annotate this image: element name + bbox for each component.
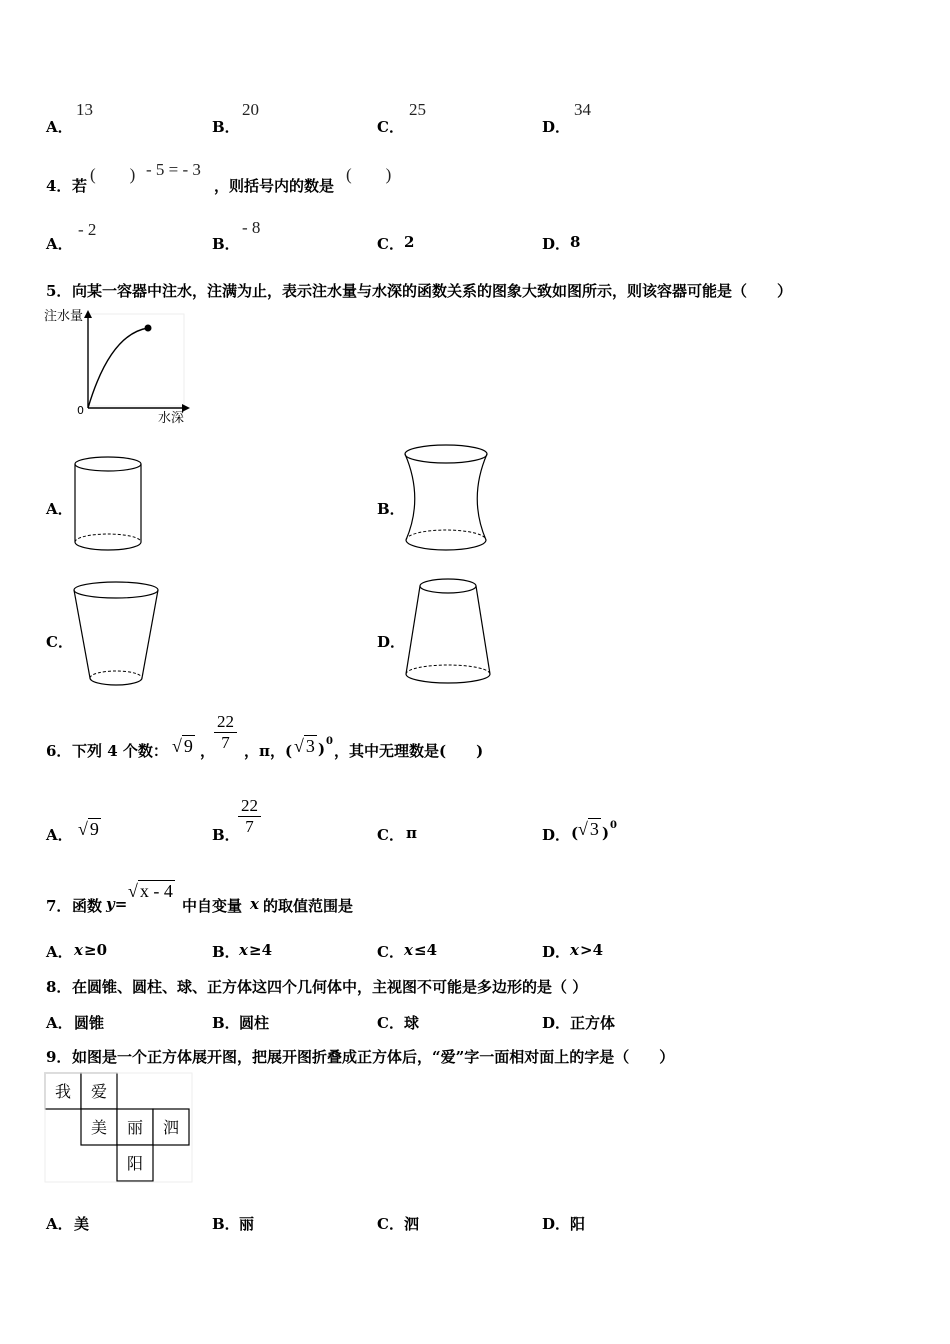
net-face-6: 阳 <box>126 1154 144 1173</box>
q6-sqrt9: √ 9 <box>172 736 193 756</box>
q6-option-d-close: ) <box>602 824 610 842</box>
q9-number: 9． <box>46 1048 72 1066</box>
q6-option-d-open: ( <box>571 824 579 842</box>
q4-text-after: ，则括号内的数是 <box>214 177 335 195</box>
q3-option-c-label: C． <box>377 118 404 136</box>
q9-text: 如图是一个正方体展开图，把展开图折叠成正方体后，“爱”字一面相对面上的字是（ ） <box>72 1048 675 1066</box>
q8-option-c-label: C． <box>377 1014 404 1032</box>
q8-option-b-label: B． <box>212 1014 240 1032</box>
q5-text: 向某一容器中注水，注满为止，表示注水量与水深的函数关系的图象大致如图所示，则该容器可能是（ ） <box>72 282 793 300</box>
q6-pi-text: ，π，( <box>244 742 293 760</box>
q5-option-a-label: A． <box>46 500 73 518</box>
q7-option-d-label: D． <box>542 943 571 961</box>
q6-comma-1: ， <box>200 742 216 760</box>
q7-option-b-var: x <box>239 941 248 959</box>
graph-origin: 0 <box>77 404 84 417</box>
q7-sqrt: √ x - 4 <box>128 881 173 901</box>
q5-option-d-label: D． <box>377 633 406 651</box>
q5-option-b-label: B． <box>377 500 405 518</box>
q4-number: 4． <box>46 177 72 195</box>
graph-frame <box>88 314 184 406</box>
q6-fraction-num: 22 <box>217 712 234 731</box>
q4-equation: - 5 = - 3 <box>146 160 201 179</box>
q4-option-b-label: B． <box>212 235 240 253</box>
q6-sqrt9-radicand: 9 <box>183 736 193 756</box>
q9-option-b-label: B． <box>212 1215 240 1233</box>
q5-number: 5． <box>46 282 72 300</box>
graph-curve <box>88 328 148 408</box>
q6-fraction-den: 7 <box>214 732 237 753</box>
q9-option-a-value: 美 <box>74 1215 90 1233</box>
q6-option-b-den: 7 <box>238 816 261 837</box>
q9-option-c-value: 泗 <box>404 1215 420 1233</box>
q7-option-d-var: x <box>570 941 579 959</box>
q7-option-b-label: B． <box>212 943 240 961</box>
q6-pow-close: ) <box>318 740 326 758</box>
q6-exponent: 0 <box>326 736 333 747</box>
graph-x-label: 水深 <box>158 411 185 426</box>
net-face-2: 爱 <box>90 1082 108 1101</box>
q8-option-a-label: A． <box>46 1014 73 1032</box>
q8-option-d-label: D． <box>542 1014 571 1032</box>
q5-option-d-frustum <box>400 572 496 692</box>
q6-option-d-label: D． <box>542 826 571 844</box>
q6-number: 6． <box>46 742 72 760</box>
q7-option-a-label: A． <box>46 943 73 961</box>
q9-cube-net <box>44 1072 194 1184</box>
q7-option-c-var: x <box>404 941 413 959</box>
q7-var-x: x <box>250 895 259 913</box>
q6-intro: 下列 4 个数： <box>72 742 168 760</box>
q4-answer-paren: ( ) <box>346 165 392 184</box>
q8-option-d-value: 正方体 <box>570 1014 616 1032</box>
graph-endpoint <box>145 325 152 332</box>
q6-option-b-label: B． <box>212 826 240 844</box>
q8-option-c-value: 球 <box>404 1014 420 1032</box>
q7-option-a-rel: ≥0 <box>84 941 108 959</box>
q3-option-b-value: 20 <box>242 100 259 119</box>
q3-option-d-value: 34 <box>574 100 591 119</box>
q4-option-c-value: 2 <box>404 233 415 251</box>
q6-option-b-num: 22 <box>241 796 258 815</box>
q6-option-d-radicand: 3 <box>589 819 599 839</box>
q7-option-c-rel: ≤4 <box>414 941 438 959</box>
q5-option-b-container <box>400 440 492 558</box>
q5-option-a-cylinder <box>70 452 150 558</box>
q4-option-d-label: D． <box>542 235 571 253</box>
q6-option-d-sqrt3: √ 3 <box>578 819 599 839</box>
graph-y-label: 注水量 <box>44 309 84 324</box>
q7-option-b-rel: ≥4 <box>249 941 273 959</box>
q7-text-after: 中自变量 <box>182 897 243 915</box>
q5-option-c-cup <box>70 578 162 692</box>
q4-option-c-label: C． <box>377 235 404 253</box>
q3-option-c-value: 25 <box>409 100 426 119</box>
net-face-1: 我 <box>54 1082 72 1101</box>
q6-option-c-label: C． <box>377 826 404 844</box>
net-face-3: 美 <box>90 1118 108 1137</box>
q7-option-a-var: x <box>74 941 83 959</box>
q8-option-a-value: 圆锥 <box>74 1014 105 1032</box>
q4-paren: ( ) <box>90 165 136 184</box>
q6-option-c-value: π <box>406 824 417 842</box>
q5-option-c-label: C． <box>46 633 73 651</box>
q6-sqrt3: √ 3 <box>294 736 315 756</box>
q4-option-a-label: A． <box>46 235 73 253</box>
q8-number: 8． <box>46 978 72 996</box>
q6-fraction <box>214 712 237 753</box>
net-face-4: 丽 <box>126 1118 144 1137</box>
q7-number: 7． <box>46 897 72 915</box>
q4-option-d-value: 8 <box>570 233 581 251</box>
q9-option-b-value: 丽 <box>239 1215 255 1233</box>
q4-option-a-value: - 2 <box>78 220 97 239</box>
q5-graph <box>40 304 200 428</box>
q9-option-c-label: C． <box>377 1215 404 1233</box>
q6-outro: ，其中无理数是( ) <box>334 742 484 760</box>
q9-option-d-label: D． <box>542 1215 571 1233</box>
q7-radicand: x - 4 <box>139 881 173 901</box>
q3-option-d-label: D． <box>542 118 571 136</box>
q4-text-before: 若 <box>72 177 88 195</box>
net-face-5: 泗 <box>162 1118 180 1137</box>
q6-option-a-label: A． <box>46 826 73 844</box>
q6-sqrt3-radicand: 3 <box>305 736 315 756</box>
q7-option-c-label: C． <box>377 943 404 961</box>
q3-option-b-label: B． <box>212 118 240 136</box>
q9-option-d-value: 阳 <box>570 1215 586 1233</box>
q8-text: 在圆锥、圆柱、球、正方体这四个几何体中，主视图不可能是多边形的是（ ） <box>72 978 588 996</box>
q6-option-d-exponent: 0 <box>610 820 617 831</box>
q6-option-b-fraction <box>238 796 261 837</box>
q3-option-a-label: A． <box>46 118 73 136</box>
q6-option-a-radicand: 9 <box>89 819 99 839</box>
q7-text-end: 的取值范围是 <box>263 897 354 915</box>
q9-option-a-label: A． <box>46 1215 73 1233</box>
q8-option-b-value: 圆柱 <box>239 1014 270 1032</box>
q7-option-d-rel: >4 <box>580 941 604 959</box>
q3-option-a-value: 13 <box>76 100 93 119</box>
q7-text-before: 函数 <box>72 897 103 915</box>
q4-option-b-value: - 8 <box>242 218 261 237</box>
q7-var-y: y= <box>106 895 128 913</box>
q6-option-a-sqrt9: √ 9 <box>78 819 99 839</box>
